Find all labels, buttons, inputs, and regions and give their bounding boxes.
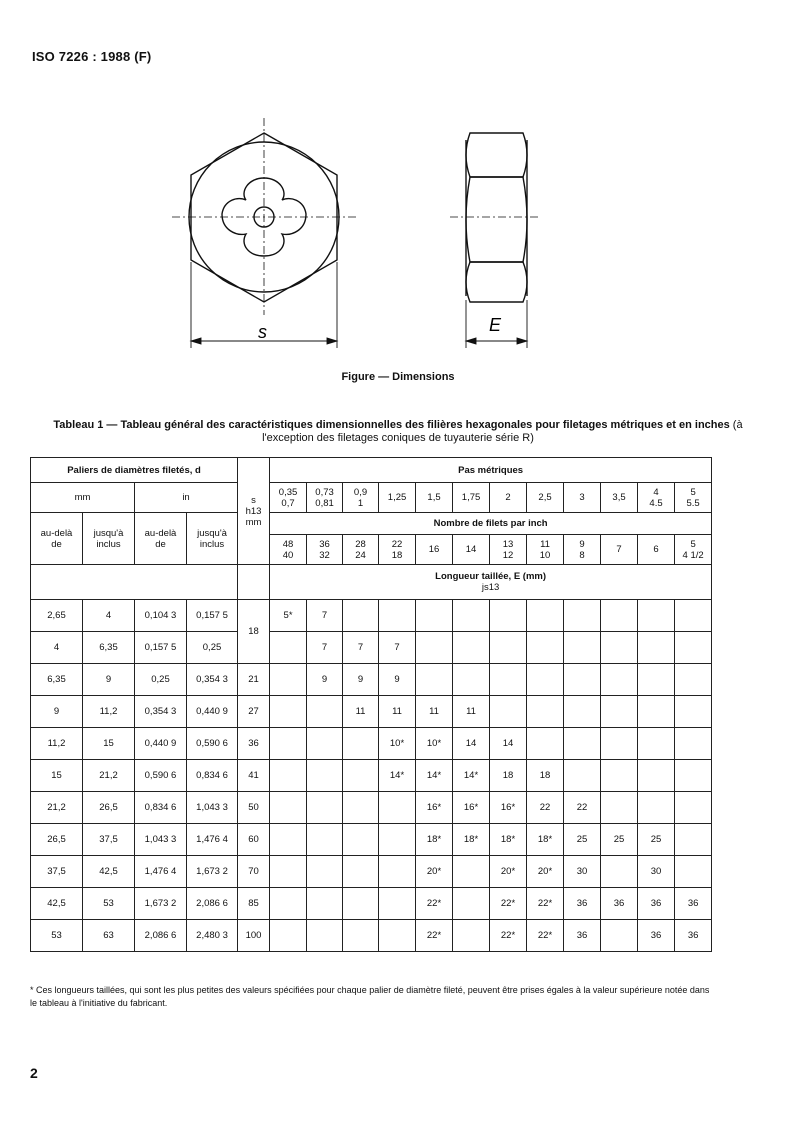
threads-cell: 9 8 (564, 535, 601, 565)
diameter-cell: 21,2 (83, 760, 135, 792)
length-cell (307, 760, 343, 792)
length-cell (675, 632, 712, 664)
length-cell (416, 664, 453, 696)
length-cell (343, 920, 379, 952)
diameter-cell: 37,5 (83, 824, 135, 856)
length-cell (453, 888, 490, 920)
length-cell: 10* (416, 728, 453, 760)
length-cell (527, 600, 564, 632)
length-cell: 10* (379, 728, 416, 760)
diameter-cell: 15 (31, 760, 83, 792)
length-cell (270, 888, 307, 920)
length-cell (675, 600, 712, 632)
length-cell (416, 632, 453, 664)
page-number: 2 (30, 1065, 38, 1081)
length-cell: 7 (307, 600, 343, 632)
threads-cell: 11 10 (527, 535, 564, 565)
table-title: Tableau 1 — Tableau général des caractéristiques dimensionnelles des filières hexagonales pour filetages métriques et en inches (à l'exception des filetages coniques de tuyauterie série R) (53, 419, 743, 444)
header-pas: Pas métriques (270, 458, 712, 483)
diameter-cell: 11,2 (83, 696, 135, 728)
diameter-cell: 0,590 6 (135, 760, 187, 792)
width-s-cell: 36 (238, 728, 270, 760)
table-row (31, 792, 712, 824)
length-cell (307, 856, 343, 888)
threads-cell: 6 (638, 535, 675, 565)
diameter-cell: 9 (31, 696, 83, 728)
diameter-cell: 21,2 (31, 792, 83, 824)
diameter-cell: 1,673 2 (187, 856, 238, 888)
length-cell: 14* (379, 760, 416, 792)
length-cell (307, 792, 343, 824)
pitch-cell: 0,9 1 (343, 483, 379, 513)
threads-cell: 28 24 (343, 535, 379, 565)
length-cell (343, 824, 379, 856)
length-cell (307, 888, 343, 920)
length-cell: 36 (601, 888, 638, 920)
length-cell (675, 664, 712, 696)
length-cell: 22 (527, 792, 564, 824)
length-cell (601, 920, 638, 952)
diameter-cell: 6,35 (31, 664, 83, 696)
table-row (31, 664, 712, 696)
length-cell: 18 (490, 760, 527, 792)
diameter-cell: 1,043 3 (187, 792, 238, 824)
width-s-cell: 70 (238, 856, 270, 888)
length-cell (270, 824, 307, 856)
length-cell (343, 600, 379, 632)
length-cell (564, 760, 601, 792)
length-cell (490, 696, 527, 728)
width-s-cell: 41 (238, 760, 270, 792)
length-cell: 36 (675, 920, 712, 952)
length-cell (307, 696, 343, 728)
length-cell (379, 856, 416, 888)
length-cell (675, 696, 712, 728)
table-row (31, 824, 712, 856)
length-cell (564, 600, 601, 632)
standard-reference: ISO 7226 : 1988 (F) (32, 49, 152, 64)
length-cell: 11 (343, 696, 379, 728)
width-s-cell: 85 (238, 888, 270, 920)
diameter-cell: 0,25 (135, 664, 187, 696)
length-cell (343, 728, 379, 760)
length-cell: 18* (527, 824, 564, 856)
diameter-cell: 0,440 9 (135, 728, 187, 760)
length-cell (527, 696, 564, 728)
diameter-cell: 0,157 5 (187, 600, 238, 632)
threads-cell: 5 4 1/2 (675, 535, 712, 565)
length-cell: 9 (307, 664, 343, 696)
length-cell: 22 (564, 792, 601, 824)
table-row (31, 728, 712, 760)
diameter-cell: 0,834 6 (135, 792, 187, 824)
diameter-cell: 4 (83, 600, 135, 632)
length-cell: 36 (675, 888, 712, 920)
length-cell: 25 (564, 824, 601, 856)
length-cell (638, 600, 675, 632)
length-cell (270, 920, 307, 952)
header-s: s h13 mm (238, 458, 270, 565)
length-cell (453, 600, 490, 632)
length-cell (453, 856, 490, 888)
header-audela-in: au-delà de (135, 513, 187, 565)
threads-cell: 13 12 (490, 535, 527, 565)
table-body (31, 600, 712, 952)
diameter-cell: 0,834 6 (187, 760, 238, 792)
length-cell: 36 (638, 920, 675, 952)
pitch-cell: 4 4.5 (638, 483, 675, 513)
width-s-cell: 50 (238, 792, 270, 824)
threads-cell: 16 (416, 535, 453, 565)
length-cell: 7 (379, 632, 416, 664)
diameter-cell: 26,5 (31, 824, 83, 856)
length-cell (379, 888, 416, 920)
length-cell: 18* (490, 824, 527, 856)
pitch-cell: 3,5 (601, 483, 638, 513)
diameter-cell: 0,354 3 (187, 664, 238, 696)
width-s-cell: 60 (238, 824, 270, 856)
width-s-cell: 100 (238, 920, 270, 952)
length-cell (675, 760, 712, 792)
diameter-cell: 2,086 6 (135, 920, 187, 952)
pitch-cell: 1,5 (416, 483, 453, 513)
length-cell: 36 (638, 888, 675, 920)
length-cell (343, 760, 379, 792)
length-cell: 16* (453, 792, 490, 824)
length-cell (564, 696, 601, 728)
diameter-cell: 42,5 (31, 888, 83, 920)
length-cell: 11 (453, 696, 490, 728)
diameter-cell: 42,5 (83, 856, 135, 888)
diameter-cell: 1,673 2 (135, 888, 187, 920)
pitch-cell: 0,73 0,81 (307, 483, 343, 513)
table-row (31, 920, 712, 952)
length-cell (527, 728, 564, 760)
length-cell (416, 600, 453, 632)
length-cell: 20* (527, 856, 564, 888)
length-cell (675, 824, 712, 856)
length-cell: 14* (416, 760, 453, 792)
length-cell (564, 728, 601, 760)
length-cell (270, 760, 307, 792)
length-cell: 36 (564, 920, 601, 952)
diameter-cell: 0,590 6 (187, 728, 238, 760)
pitch-cell: 0,35 0,7 (270, 483, 307, 513)
threads-cell: 48 40 (270, 535, 307, 565)
header-paliers: Paliers de diamètres filetés, d (31, 458, 238, 483)
diameter-cell: 1,476 4 (135, 856, 187, 888)
pitch-cell: 2 (490, 483, 527, 513)
length-cell (675, 792, 712, 824)
header-jusqua-mm: jusqu'à inclus (83, 513, 135, 565)
diameter-cell: 0,354 3 (135, 696, 187, 728)
length-cell: 18* (416, 824, 453, 856)
length-cell (638, 792, 675, 824)
pitch-cell: 3 (564, 483, 601, 513)
diameter-cell: 63 (83, 920, 135, 952)
length-cell (307, 728, 343, 760)
length-cell (490, 632, 527, 664)
length-cell (564, 664, 601, 696)
length-cell: 22* (416, 888, 453, 920)
length-cell (379, 600, 416, 632)
table-row (31, 888, 712, 920)
length-cell (638, 632, 675, 664)
length-cell: 16* (490, 792, 527, 824)
length-cell (527, 632, 564, 664)
dimension-figure (0, 0, 796, 370)
threads-cell: 22 18 (379, 535, 416, 565)
pitch-cell: 1,25 (379, 483, 416, 513)
length-cell (601, 792, 638, 824)
figure-caption: Figure — Dimensions (341, 371, 455, 383)
length-cell (453, 920, 490, 952)
threads-cell: 36 32 (307, 535, 343, 565)
diameter-cell: 9 (83, 664, 135, 696)
length-cell: 11 (416, 696, 453, 728)
length-cell (379, 792, 416, 824)
diameter-cell: 2,65 (31, 600, 83, 632)
length-cell (270, 632, 307, 664)
length-cell: 16* (416, 792, 453, 824)
centre-lines (172, 118, 358, 315)
footnote: * Ces longueurs taillées, qui sont les plus petites des valeurs spécifiées pour chaque palier de diamètre fileté, peuvent être prises égales à la valeur supérieure notée dans le tableau à l'initiative du fabricant. (30, 985, 710, 1008)
label-s: s (258, 322, 267, 342)
diameter-cell: 53 (31, 920, 83, 952)
length-cell: 22* (490, 920, 527, 952)
diameter-cell: 11,2 (31, 728, 83, 760)
length-cell (601, 632, 638, 664)
table-row (31, 600, 712, 632)
length-cell: 25 (601, 824, 638, 856)
length-cell (490, 664, 527, 696)
header-longueur: Longueur taillée, E (mm) js13 (270, 565, 712, 600)
length-cell: 5* (270, 600, 307, 632)
length-cell: 18 (527, 760, 564, 792)
table-row (31, 696, 712, 728)
width-s-cell: 21 (238, 664, 270, 696)
diameter-cell: 15 (83, 728, 135, 760)
length-cell (601, 760, 638, 792)
length-cell (270, 856, 307, 888)
width-s-cell: 18 (238, 600, 270, 664)
diameter-cell: 1,476 4 (187, 824, 238, 856)
length-cell (490, 600, 527, 632)
diameter-cell: 0,25 (187, 632, 238, 664)
diameter-cell: 1,043 3 (135, 824, 187, 856)
length-cell (601, 696, 638, 728)
diameter-cell: 4 (31, 632, 83, 664)
die-side-view (466, 133, 527, 302)
diameter-cell: 37,5 (31, 856, 83, 888)
diameter-cell: 0,104 3 (135, 600, 187, 632)
length-cell (601, 856, 638, 888)
length-cell: 9 (343, 664, 379, 696)
length-cell: 30 (638, 856, 675, 888)
diameter-cell: 2,480 3 (187, 920, 238, 952)
length-cell (527, 664, 564, 696)
pitch-cell: 5 5.5 (675, 483, 712, 513)
label-e: E (489, 315, 502, 335)
length-cell (343, 856, 379, 888)
length-cell: 30 (564, 856, 601, 888)
header-in: in (135, 483, 238, 513)
length-cell (638, 728, 675, 760)
length-cell: 9 (379, 664, 416, 696)
length-cell: 7 (307, 632, 343, 664)
length-cell (601, 600, 638, 632)
length-cell: 20* (416, 856, 453, 888)
length-cell: 22* (416, 920, 453, 952)
threads-cell: 14 (453, 535, 490, 565)
length-cell: 14 (453, 728, 490, 760)
length-cell (453, 632, 490, 664)
table-row (31, 760, 712, 792)
length-cell: 14* (453, 760, 490, 792)
length-cell (601, 728, 638, 760)
length-cell (638, 664, 675, 696)
length-cell (379, 920, 416, 952)
length-cell (343, 888, 379, 920)
length-cell (564, 632, 601, 664)
length-cell (270, 696, 307, 728)
length-cell: 11 (379, 696, 416, 728)
header-filets: Nombre de filets par inch (270, 513, 712, 535)
length-cell (307, 824, 343, 856)
threads-cell: 7 (601, 535, 638, 565)
length-cell: 7 (343, 632, 379, 664)
diameter-cell: 6,35 (83, 632, 135, 664)
diameter-cell: 0,157 5 (135, 632, 187, 664)
diameter-cell: 53 (83, 888, 135, 920)
length-cell: 18* (453, 824, 490, 856)
length-cell (638, 760, 675, 792)
pitch-cell: 1,75 (453, 483, 490, 513)
header-audela-mm: au-delà de (31, 513, 83, 565)
length-cell: 22* (527, 920, 564, 952)
length-cell (270, 728, 307, 760)
length-cell: 22* (527, 888, 564, 920)
width-s-cell: 27 (238, 696, 270, 728)
length-cell (601, 664, 638, 696)
table-row (31, 856, 712, 888)
pitch-cell: 2,5 (527, 483, 564, 513)
length-cell: 22* (490, 888, 527, 920)
length-cell (307, 920, 343, 952)
length-cell: 20* (490, 856, 527, 888)
length-cell: 36 (564, 888, 601, 920)
length-cell: 14 (490, 728, 527, 760)
length-cell (343, 792, 379, 824)
diameter-cell: 26,5 (83, 792, 135, 824)
length-cell (270, 664, 307, 696)
length-cell (270, 792, 307, 824)
table-row (31, 632, 712, 664)
length-cell (453, 664, 490, 696)
length-cell (675, 856, 712, 888)
dies-table (30, 457, 712, 952)
length-cell (379, 824, 416, 856)
diameter-cell: 2,086 6 (187, 888, 238, 920)
length-cell (638, 696, 675, 728)
header-mm: mm (31, 483, 135, 513)
length-cell (675, 728, 712, 760)
length-cell: 25 (638, 824, 675, 856)
header-jusqua-in: jusqu'à inclus (187, 513, 238, 565)
diameter-cell: 0,440 9 (187, 696, 238, 728)
